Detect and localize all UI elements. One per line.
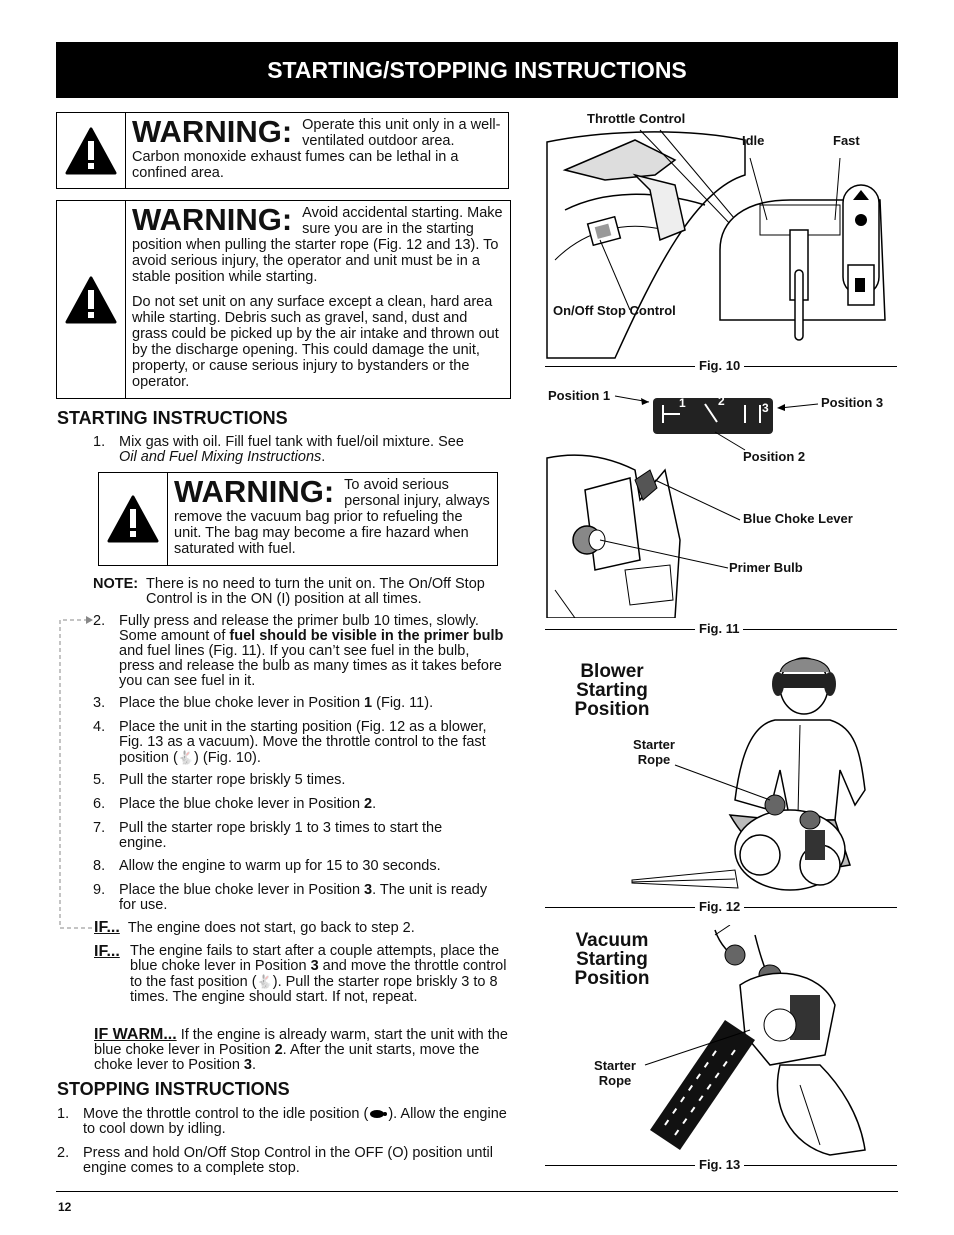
- if-text-mid: and move the throttle control to the fast position (: [130, 958, 507, 990]
- fig11-label-position3: Position 3: [821, 395, 884, 410]
- fig13-caption: Fig. 13: [695, 1157, 744, 1172]
- fig13-title-line2: Starting: [576, 949, 648, 970]
- step-text-end: (Fig. 11).: [372, 695, 434, 711]
- if-text: The engine does not start, go back to step 2.: [127, 920, 415, 936]
- rabbit-fast-icon: 🐇: [177, 750, 195, 765]
- note-text: There is no need to turn the unit on. The On/Off Stop Control is in the ON (I) position at all times.: [146, 576, 485, 607]
- if-warm-text: If the engine is already warm, start the unit with the blue choke lever in Position: [94, 1027, 508, 1058]
- warning-text: Operate this unit only in a well- ventilated outdoor area. Carbon monoxide exhaust fumes can be lethal in a confined area.: [132, 117, 501, 181]
- step-number: 4.: [93, 719, 106, 735]
- fig12-label-starter-rope: [630, 737, 678, 767]
- step-text-end: ). Allow the engine to cool down by idling.: [83, 1106, 507, 1137]
- fig10-caption: Fig. 10: [695, 358, 744, 373]
- step-emphasis: fuel should be visible in the primer bulb: [229, 628, 504, 644]
- fig13-label-starter-rope: [591, 1058, 639, 1088]
- step-number: 9.: [93, 882, 106, 898]
- if-warm-label: IF WARM...: [94, 1026, 177, 1043]
- step-text: Pull the starter rope briskly 5 times.: [119, 772, 346, 788]
- footer-rule: [56, 1191, 898, 1192]
- step-number: 8.: [93, 858, 106, 874]
- warning-box-ventilation: [56, 112, 509, 189]
- fig11-label-position2: Position 2: [743, 449, 806, 464]
- warning-icon-cell: [57, 201, 126, 398]
- step-text: Pull the starter rope briskly 1 to 3 times to start the engine.: [119, 820, 443, 851]
- fig11-choke-illustration: [545, 390, 897, 618]
- fig10-label-throttle: Throttle Control: [587, 111, 686, 126]
- fig12-caption: Fig. 12: [695, 899, 744, 914]
- starting-instructions-heading: STARTING INSTRUCTIONS: [57, 408, 288, 428]
- step-number: 5.: [93, 772, 106, 788]
- step-text: Press and hold On/Off Stop Control in the OFF (O) position until engine comes to a complete stop.: [83, 1145, 493, 1176]
- step-number: 2.: [57, 1145, 70, 1161]
- if-warm-text-end: .: [252, 1057, 257, 1073]
- step-emphasis: 3: [364, 882, 373, 898]
- fig11-plate-number-1: 1: [679, 396, 686, 410]
- warning-triangle-icon: [65, 127, 117, 175]
- step-text: Place the blue choke lever in Position: [119, 796, 365, 812]
- fig13-title-line1: Vacuum: [575, 930, 649, 951]
- if-warm: [94, 1027, 512, 1073]
- fig12-rope-line2: Rope: [637, 752, 671, 767]
- if-text-end: ). Pull the starter rope briskly 3 to 8 times. The engine should start. If not, repeat.: [130, 974, 498, 1005]
- step-reference: Oil and Fuel Mixing Instructions: [119, 449, 322, 465]
- step-text-end: .: [372, 796, 377, 812]
- if-warm-emphasis-2: 3: [243, 1057, 252, 1073]
- step-number: 1.: [57, 1106, 70, 1122]
- warning-icon-cell: [99, 473, 168, 565]
- fig11-plate-number-2: 2: [718, 394, 725, 408]
- warning-box-accidental-start: [56, 200, 511, 399]
- fig11-label-choke: Blue Choke Lever: [743, 511, 853, 526]
- step-emphasis: 1: [364, 695, 373, 711]
- fig13-rope-line1: Starter: [594, 1058, 636, 1073]
- warning-text-1: Avoid accidental starting. Make sure you are in the starting position when pulling the starter rope (Fig. 12 and 13). To avoid serious injury, the operator and unit must be in a stable position while starting.: [132, 205, 503, 285]
- step-emphasis: 2: [364, 796, 373, 812]
- step-text: Allow the engine to warm up for 15 to 30 seconds.: [119, 858, 441, 874]
- fig12-blower-operator-illustration: [620, 650, 900, 900]
- fig10-label-onoff: On/Off Stop Control: [553, 303, 676, 318]
- if-warm-text-mid: . After the unit starts, move the choke lever to Position: [94, 1042, 480, 1073]
- warning-triangle-icon: [65, 276, 117, 324]
- fig12-title-line2: Starting: [576, 680, 648, 701]
- step-text: Place the unit in the starting position (Fig. 12 as a blower, Fig. 13 as a vacuum). Move the throttle control to the fast position (: [119, 719, 487, 766]
- page-title: STARTING/STOPPING INSTRUCTIONS: [267, 56, 687, 83]
- warning-box-vacuum-bag: [98, 472, 498, 566]
- step-text-end: and fuel lines (Fig. 11). If you can’t see fuel in the bulb, press and release the bulb as many times as it takes before you can see fuel in it.: [119, 643, 502, 689]
- note-label: NOTE:: [93, 576, 139, 592]
- fig12-title-line3: Position: [574, 699, 650, 720]
- turtle-idle-icon: [368, 1108, 388, 1118]
- stopping-instructions-heading: STOPPING INSTRUCTIONS: [57, 1079, 290, 1099]
- warning-text-2: Do not set unit on any surface except a clean, hard area while starting. Debris such as gravel, sand, dust and grass could be picked up by the air intake and thrown out by the discharge opening. This could damage the unit, property, or cause serious injury to bystanders or the operator.: [132, 294, 499, 390]
- step-text: Fully press and release the primer bulb 10 times, slowly. Some amount of: [119, 613, 479, 644]
- fig12-rope-line1: Starter: [633, 737, 675, 752]
- step-text-end: .: [321, 449, 326, 465]
- step-number: 2.: [93, 613, 106, 629]
- fig10-throttle-illustration: [545, 120, 897, 360]
- warning-triangle-icon: [107, 495, 159, 543]
- step-number: 7.: [93, 820, 106, 836]
- fig11-label-primer: Primer Bulb: [729, 560, 803, 575]
- if-label: IF...: [94, 919, 120, 936]
- step-text: Move the throttle control to the idle position (: [83, 1106, 369, 1122]
- step-text-end: ) (Fig. 10).: [194, 750, 261, 766]
- fig10-label-fast: Fast: [833, 133, 860, 148]
- warning-word: WARNING:: [132, 202, 293, 237]
- warning-word: WARNING:: [132, 114, 293, 149]
- fig11-label-position1: Position 1: [548, 388, 611, 403]
- if-not-start: [94, 920, 514, 936]
- if-text: The engine fails to start after a couple attempts, place the blue choke lever in Position: [130, 943, 500, 974]
- step-number: 1.: [93, 434, 106, 450]
- step-number: 3.: [93, 695, 106, 711]
- fig11-caption: Fig. 11: [695, 621, 743, 636]
- page-title-banner: [56, 42, 898, 98]
- warning-word: WARNING:: [174, 474, 335, 509]
- fig11-plate-number-3: 3: [762, 401, 769, 415]
- step-text: Mix gas with oil. Fill fuel tank with fuel/oil mixture. See: [119, 434, 464, 450]
- warning-text: To avoid serious personal injury, always remove the vacuum bag prior to refueling the unit. The bag may become a fire hazard when saturated with fuel.: [174, 477, 490, 557]
- fig12-title-line1: Blower: [580, 661, 644, 682]
- step-text: Place the blue choke lever in Position: [119, 695, 365, 711]
- if-emphasis: 3: [310, 958, 319, 974]
- fig13-vacuum-operator-illustration: [620, 925, 900, 1160]
- fig13-title-line3: Position: [574, 968, 650, 989]
- if-warm-emphasis: 2: [274, 1042, 283, 1058]
- rabbit-fast-icon: 🐇: [256, 974, 273, 989]
- fig13-rope-line2: Rope: [598, 1073, 632, 1088]
- step-text-end: . The unit is ready for use.: [119, 882, 488, 913]
- page-number: 12: [58, 1200, 72, 1214]
- repeat-loop-arrow-icon: [56, 612, 96, 932]
- fig10-label-idle: Idle: [742, 133, 765, 148]
- step-number: 6.: [93, 796, 106, 812]
- if-fails-to-start: [94, 944, 512, 1005]
- step-text: Place the blue choke lever in Position: [119, 882, 365, 898]
- if-label: IF...: [94, 943, 120, 960]
- warning-icon-cell: [57, 113, 126, 188]
